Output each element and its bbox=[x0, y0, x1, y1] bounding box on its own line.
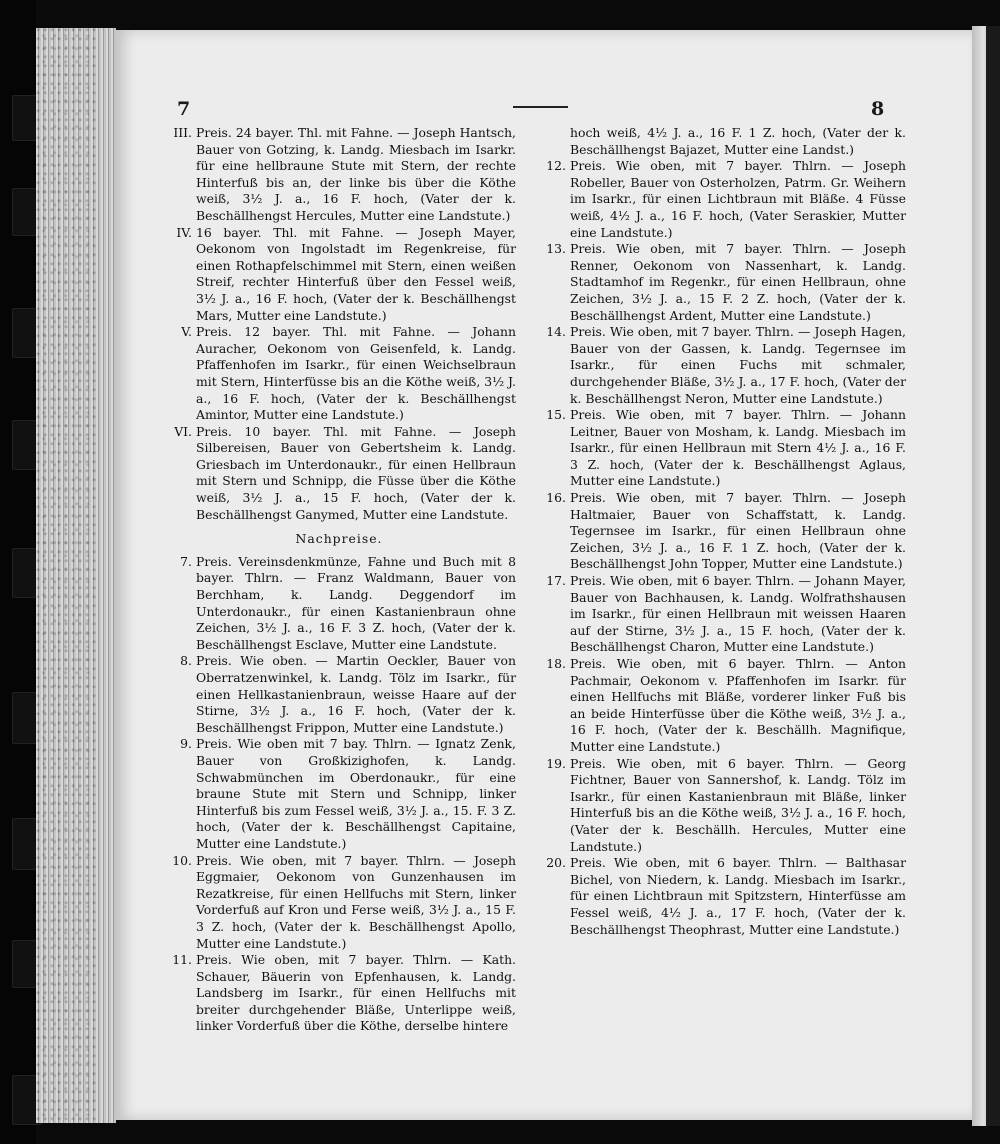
entry-text: Preis. Wie oben. — Martin Oeckler, Bauer von Oberratzenwinkel, k. Landg. Tölz im Isarkr., für einen Hellkastanienbraun, weisse Haare auf der Stirne, 3½ J. a., 16 F. hoch, (Vater der k. Beschällhengst Frippon, Mutter eine Landstute.) bbox=[196, 653, 516, 735]
section-heading: Nachpreise. bbox=[295, 531, 383, 547]
entry-text: Preis. Wie oben, mit 7 bayer. Thlrn. — Joseph Eggmaier, Oekonom von Gunzenhausen im Rezatkreise, für einen Hellfuchs mit Stern, linker Vorderfuß auf Kron und Ferse weiß, 3½ J. a., 15 F. 3 Z. hoch, (Vater der k. Beschällhengst Apollo, Mutter eine Landstute.) bbox=[196, 852, 516, 951]
left-column bbox=[162, 125, 516, 1035]
entry-text: Preis. 12 bayer. Thl. mit Fahne. — Johann Auracher, Oekonom von Geisenfeld, k. Landg. Pfaffenhofen im Isarkr., für einen Weichselbraun mit Stern, Hinterfüsse bis an die Köthe weiß, 3½ J. a., 16 F. hoch, (Vater der k. Beschällhengst Amintor, Mutter eine Landstute.) bbox=[196, 324, 516, 423]
entry-text: Preis. Wie oben, mit 6 bayer. Thlrn. — Anton Pachmair, Oekonom v. Pfaffenhofen im Isarkr. für einen Hellfuchs mit Bläße, vorderer linker Fuß bis an beide Hinterfüsse über die Köthe weiß, 3½ J. a., 16 F. hoch, (Vater der k. Beschällh. Magnifique, Mutter eine Landstute.) bbox=[570, 656, 906, 754]
entry-text: Preis. Wie oben, mit 7 bayer. Thlrn. — Johann Leitner, Bauer von Mosham, k. Landg. Miesbach im Isarkr., für einen Hellbraun mit Stern 4½ J. a., 16 F. 3 Z. hoch, (Vater der k. Beschällhengst Aglaus, Mutter eine Landstute.) bbox=[570, 407, 906, 489]
prize-entry bbox=[162, 653, 516, 736]
prize-entry bbox=[536, 855, 906, 938]
entry-text: Preis. Wie oben, mit 6 bayer. Thlrn. — Balthasar Bichel, von Niedern, k. Landg. Miesbach im Isarkr., für einen Lichtbraun mit Spitzstern, Hinterfüsse am Fessel weiß, 4½ J. a., 17 F. hoch, (Vater der k. Beschällhengst Theophrast, Mutter eine Landstute.) bbox=[570, 855, 906, 937]
entry-text: Preis. Wie oben, mit 7 bayer. Thlrn. — Kath. Schauer, Bäuerin von Epfenhausen, k. Landg. Landsberg im Isarkr., für einen Hellfuchs mit breiter durchgehender Bläße, Unterlippe weiß, linker Vorderfuß über die Köthe, derselbe hintere bbox=[196, 952, 516, 1034]
prize-entry bbox=[162, 736, 516, 852]
prize-entry bbox=[536, 241, 906, 324]
page-number-left: 7 bbox=[177, 98, 191, 120]
prize-entry bbox=[536, 324, 906, 407]
prize-entry bbox=[162, 853, 516, 953]
entry-number: V. bbox=[181, 324, 192, 340]
entry-text: Preis. 10 bayer. Thl. mit Fahne. — Joseph Silbereisen, Bauer von Gebertsheim k. Landg. Griesbach im Unterdonaukr., für einen Hellbraun mit Stern und Schnipp, die Füsse über die Köthe weiß, 3½ J. a., 15 F. hoch, (Vater der k. Beschällhengst Ganymed, Mutter eine Landstute. bbox=[196, 423, 516, 522]
entry-number: 17. bbox=[546, 573, 566, 589]
entry-number: 19. bbox=[546, 755, 566, 771]
entry-number: 10. bbox=[172, 852, 192, 868]
right-column bbox=[536, 125, 906, 938]
entry-text: Preis. Wie oben mit 7 bay. Thlrn. — Ignatz Zenk, Bauer von Großkizighofen, k. Landg. Schwabmünchen im Oberdonaukr., für eine braune Stute mit Stern und Schnipp, linker Hinterfuß bis zum Fessel weiß, 3½ J. a., 15. F. 3 Z. hoch, (Vater der k. Beschällhengst Capitaine, Mutter eine Landstute.) bbox=[196, 736, 516, 851]
page-edge-speckle bbox=[36, 28, 96, 1123]
prize-entry bbox=[162, 424, 516, 524]
prize-entry bbox=[536, 573, 906, 656]
entry-number: IV. bbox=[176, 224, 192, 240]
entry-text: Preis. Wie oben, mit 7 bayer. Thlrn. — Joseph Renner, Oekonom von Nassenhart, k. Landg. Stadtamhof im Regenkr., für einen Hellbraun, ohne Zeichen, 3½ J. a., 15 F. 2 Z. hoch, (Vater der k. Beschällhengst Ardent, Mutter eine Landstute.) bbox=[570, 241, 906, 323]
prize-entry bbox=[536, 656, 906, 756]
entry-number: 13. bbox=[546, 241, 566, 257]
prize-entry bbox=[162, 324, 516, 424]
entry-number: 15. bbox=[546, 407, 566, 423]
entry-number: 8. bbox=[180, 653, 192, 669]
entry-text: 16 bayer. Thl. mit Fahne. — Joseph Mayer, Oekonom von Ingolstadt im Regenkreise, für einen Rothapfelschimmel mit Stern, einen weißen Streif, rechter Hinterfuß über den Fessel weiß, 3½ J. a., 16 F. hoch, (Vater der k. Beschällhengst Mars, Mutter eine Landstute.) bbox=[196, 224, 516, 323]
entry-number: 12. bbox=[546, 158, 566, 174]
prize-entry bbox=[536, 407, 906, 490]
entry-text: Preis. Wie oben, mit 7 bayer. Thlrn. — Joseph Hagen, Bauer von der Gassen, k. Landg. Tegernsee im Isarkr., für einen Fuchs mit schmaler, durchgehender Bläße, 3½ J. a., 17 F. hoch, (Vater der k. Beschällhengst Neron, Mutter eine Landstute.) bbox=[570, 324, 906, 406]
header-rule bbox=[513, 106, 568, 108]
entry-text: Preis. 24 bayer. Thl. mit Fahne. — Joseph Hantsch, Bauer von Gotzing, k. Landg. Miesbach im Isarkr. für eine hellbraune Stute mit Stern, der rechte Hinterfuß bis an, der linke bis über die Köthe weiß, 3½ J. a., 16 F. hoch, (Vater der k. Beschällhengst Hercules, Mutter eine Landstute.) bbox=[196, 125, 516, 223]
entry-number: 11. bbox=[172, 952, 192, 968]
prize-entry bbox=[536, 158, 906, 241]
entry-number: 14. bbox=[546, 324, 566, 340]
prize-entry bbox=[162, 225, 516, 325]
prize-entry bbox=[162, 952, 516, 1035]
entry-text: Preis. Wie oben, mit 6 bayer. Thlrn. — Georg Fichtner, Bauer von Sannershof, k. Landg. Tölz im Isarkr., für einen Kastanienbraun mit Bläße, linker Hinterfuß bis an die Köthe weiß, 3½ J. a., 16 F. hoch, (Vater der k. Beschällh. Hercules, Mutter eine Landstute.) bbox=[570, 755, 906, 854]
entry-text: Preis. Vereinsdenkmünze, Fahne und Buch mit 8 bayer. Thlrn. — Franz Waldmann, Bauer von Berchham, k. Landg. Deggendorf im Unterdonaukr., für einen Kastanienbraun ohne Zeichen, 3½ J. a., 16 F. 3 Z. hoch, (Vater der k. Beschällhengst Esclave, Mutter eine Landstute. bbox=[196, 553, 516, 652]
prize-entry bbox=[536, 125, 906, 158]
entry-text: Preis. Wie oben, mit 7 bayer. Thlrn. — Joseph Haltmaier, Bauer von Schaffstatt, k. Landg. Tegernsee im Isarkr., für einen Hellbraun ohne Zeichen, 3½ J. a., 16 F. 1 Z. hoch, (Vater der k. Beschällhengst John Topper, Mutter eine Landstute.) bbox=[570, 490, 906, 572]
entry-number: 18. bbox=[546, 656, 566, 671]
entry-number: 9. bbox=[180, 736, 192, 752]
entry-number: 16. bbox=[546, 490, 566, 506]
prize-entry bbox=[162, 125, 516, 225]
entry-number: III. bbox=[173, 125, 192, 140]
entry-number: 7. bbox=[180, 553, 192, 569]
entry-text: Preis. Wie oben, mit 7 bayer. Thlrn. — Joseph Robeller, Bauer von Osterholzen, Patrm. Gr. Weihern im Isarkr., für einen Lichtbraun mit Bläße. 4 Füsse weiß, 4½ J. a., 16 F. hoch, (Vater Seraskier, Mutter eine Landstute.) bbox=[570, 158, 906, 240]
entry-number: VI. bbox=[174, 423, 192, 439]
prize-entry bbox=[536, 490, 906, 573]
prize-entry bbox=[162, 554, 516, 654]
entry-text: hoch weiß, 4½ J. a., 16 F. 1 Z. hoch, (Vater der k. Beschällhengst Bajazet, Mutter eine Landst.) bbox=[570, 125, 906, 157]
entry-text: Preis. Wie oben, mit 6 bayer. Thlrn. — Johann Mayer, Bauer von Bachhausen, k. Landg. Wolfrathshausen im Isarkr., für einen Hellbraun mit weissen Haaren auf der Stirne, 3½ J. a., 15 F. hoch, (Vater der k. Beschällhengst Charon, Mutter eine Landstute.) bbox=[570, 573, 906, 655]
right-page-edge bbox=[972, 26, 1000, 1126]
page-number-right: 8 bbox=[871, 98, 885, 120]
prize-entry bbox=[536, 756, 906, 856]
entry-number: 20. bbox=[546, 855, 566, 871]
